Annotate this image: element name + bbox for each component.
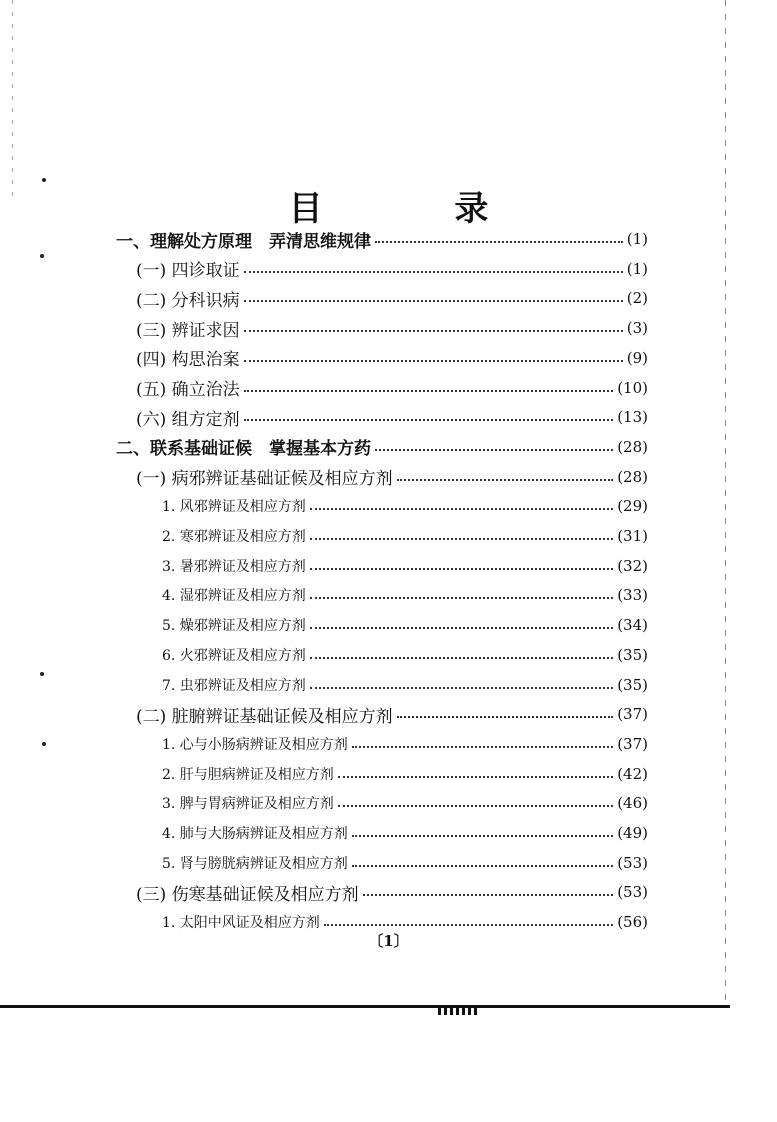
toc-entry-label: (三) 辨证求因 xyxy=(136,320,240,341)
dot-leader xyxy=(310,627,613,629)
dot-leader xyxy=(397,479,614,481)
dot-leader xyxy=(310,538,613,540)
toc-entry-label: 一、理解处方原理 弄清思维规律 xyxy=(116,231,371,252)
toc-entry-label: 2. 肝与胆病辨证及相应方剂 xyxy=(162,766,334,783)
toc-entry xyxy=(136,373,648,403)
toc-entry-page: (49) xyxy=(617,824,648,842)
toc-entry-label: 4. 肺与大肠病辨证及相应方剂 xyxy=(162,826,348,842)
toc-entry xyxy=(162,848,648,878)
toc-entry xyxy=(162,491,648,521)
toc-entry-label: (六) 组方定剂 xyxy=(136,409,240,430)
toc-entry-label: 4. 湿邪辨证及相应方剂 xyxy=(162,588,306,605)
toc-entry xyxy=(162,640,648,670)
dot-leader xyxy=(352,746,613,748)
toc-entry xyxy=(162,788,648,818)
toc-entry-page: (1) xyxy=(626,230,648,248)
scan-edge-left xyxy=(12,0,13,200)
toc-entry-page: (2) xyxy=(626,289,648,308)
scan-speck xyxy=(40,672,44,676)
dot-leader xyxy=(310,597,613,599)
toc-entry-label: 1. 心与小肠病辨证及相应方剂 xyxy=(162,736,348,753)
toc-entry-label: 6. 火邪辨证及相应方剂 xyxy=(162,647,306,664)
toc-entry-page: (53) xyxy=(617,883,648,902)
toc-entry-page: (53) xyxy=(617,853,648,872)
toc-entry-label: (二) 分科识病 xyxy=(136,290,240,311)
toc-entry-label: (四) 构思治案 xyxy=(136,350,240,371)
toc-entry xyxy=(162,818,648,848)
toc-entry-label: 5. 肾与膀胱病辨证及相应方剂 xyxy=(162,855,348,872)
toc-entry-page: (35) xyxy=(617,645,648,664)
scan-speck xyxy=(42,742,46,746)
toc-entry-label: 3. 暑邪辨证及相应方剂 xyxy=(162,558,306,575)
toc-entry-label: (三) 伤寒基础证候及相应方剂 xyxy=(136,884,359,905)
toc-entry-page: (13) xyxy=(617,408,648,427)
toc-entry xyxy=(116,224,648,254)
dot-leader xyxy=(244,300,623,302)
toc-entry xyxy=(136,699,648,729)
toc-entry-page: (34) xyxy=(617,616,648,635)
toc-entry xyxy=(162,580,648,610)
dot-leader xyxy=(375,241,623,243)
dot-leader xyxy=(310,657,613,659)
dot-leader xyxy=(324,924,613,926)
toc-entry xyxy=(136,283,648,313)
dot-leader xyxy=(244,419,614,421)
toc-entry-label: (五) 确立治法 xyxy=(136,380,240,400)
toc-entry xyxy=(136,462,648,492)
dot-leader xyxy=(375,449,613,451)
toc-entry xyxy=(116,432,648,462)
dot-leader xyxy=(310,687,613,689)
toc-entry-label: (二) 脏腑辨证基础证候及相应方剂 xyxy=(136,706,393,727)
dot-leader xyxy=(310,568,613,570)
toc-entry-page: (42) xyxy=(617,764,648,783)
toc-entry-page: (56) xyxy=(617,913,648,932)
toc-entry-label: 5. 燥邪辨证及相应方剂 xyxy=(162,618,306,635)
toc-entry-label: 3. 脾与胃病辨证及相应方剂 xyxy=(162,796,334,813)
toc-entry-label: (一) 四诊取证 xyxy=(136,261,240,282)
dot-leader xyxy=(310,508,613,510)
toc-entry xyxy=(136,254,648,284)
toc-entry-page: (1) xyxy=(626,259,648,278)
toc-entry-page: (33) xyxy=(617,586,648,605)
toc-entry-label: 1. 太阳中风证及相应方剂 xyxy=(162,915,320,932)
page-number: 〔1〕 xyxy=(368,932,409,950)
dot-leader xyxy=(244,271,623,273)
toc-entry-page: (35) xyxy=(617,675,648,694)
toc-entry xyxy=(162,551,648,581)
toc-entry-label: 7. 虫邪辨证及相应方剂 xyxy=(162,677,306,694)
toc-entry xyxy=(136,343,648,373)
toc-entry-page: (46) xyxy=(617,794,648,813)
dot-leader xyxy=(363,894,614,896)
toc-entry-page: (3) xyxy=(626,319,648,338)
toc-entry-page: (29) xyxy=(617,497,648,516)
dot-leader xyxy=(244,390,614,392)
bottom-rule xyxy=(0,1005,730,1008)
scan-edge-right xyxy=(725,0,726,1005)
toc-entry-page: (32) xyxy=(617,556,648,575)
toc-entry-page: (37) xyxy=(617,705,648,724)
dot-leader xyxy=(338,776,613,778)
toc-entry xyxy=(136,313,648,343)
toc-entry-label: (一) 病邪辨证基础证候及相应方剂 xyxy=(136,469,393,490)
toc-entry xyxy=(162,610,648,640)
dot-leader xyxy=(338,805,613,807)
toc-entry xyxy=(162,759,648,789)
dot-leader xyxy=(352,865,613,867)
toc-entry xyxy=(162,729,648,759)
toc-entry-page: (9) xyxy=(626,348,648,367)
toc-entry xyxy=(136,402,648,432)
toc-entry-page: (28) xyxy=(617,437,648,456)
toc-entry xyxy=(136,877,648,907)
toc-entry-page: (37) xyxy=(617,734,648,753)
toc-entry-label: 二、联系基础证候 掌握基本方药 xyxy=(116,439,371,460)
scan-speck xyxy=(40,254,44,258)
toc-entry xyxy=(162,521,648,551)
binding-mark xyxy=(438,1007,478,1015)
toc-entry-label: 1. 风邪辨证及相应方剂 xyxy=(162,499,306,516)
dot-leader xyxy=(352,835,613,837)
toc-entry xyxy=(162,670,648,700)
toc-entry-page: (10) xyxy=(617,378,648,397)
toc-entry-page: (31) xyxy=(617,527,648,545)
dot-leader xyxy=(397,716,614,718)
toc-entry-page: (28) xyxy=(617,467,648,486)
dot-leader xyxy=(244,330,623,332)
page-title: 目 录 xyxy=(288,188,549,229)
toc-entry-label: 2. 寒邪辨证及相应方剂 xyxy=(162,529,306,545)
dot-leader xyxy=(244,360,623,362)
